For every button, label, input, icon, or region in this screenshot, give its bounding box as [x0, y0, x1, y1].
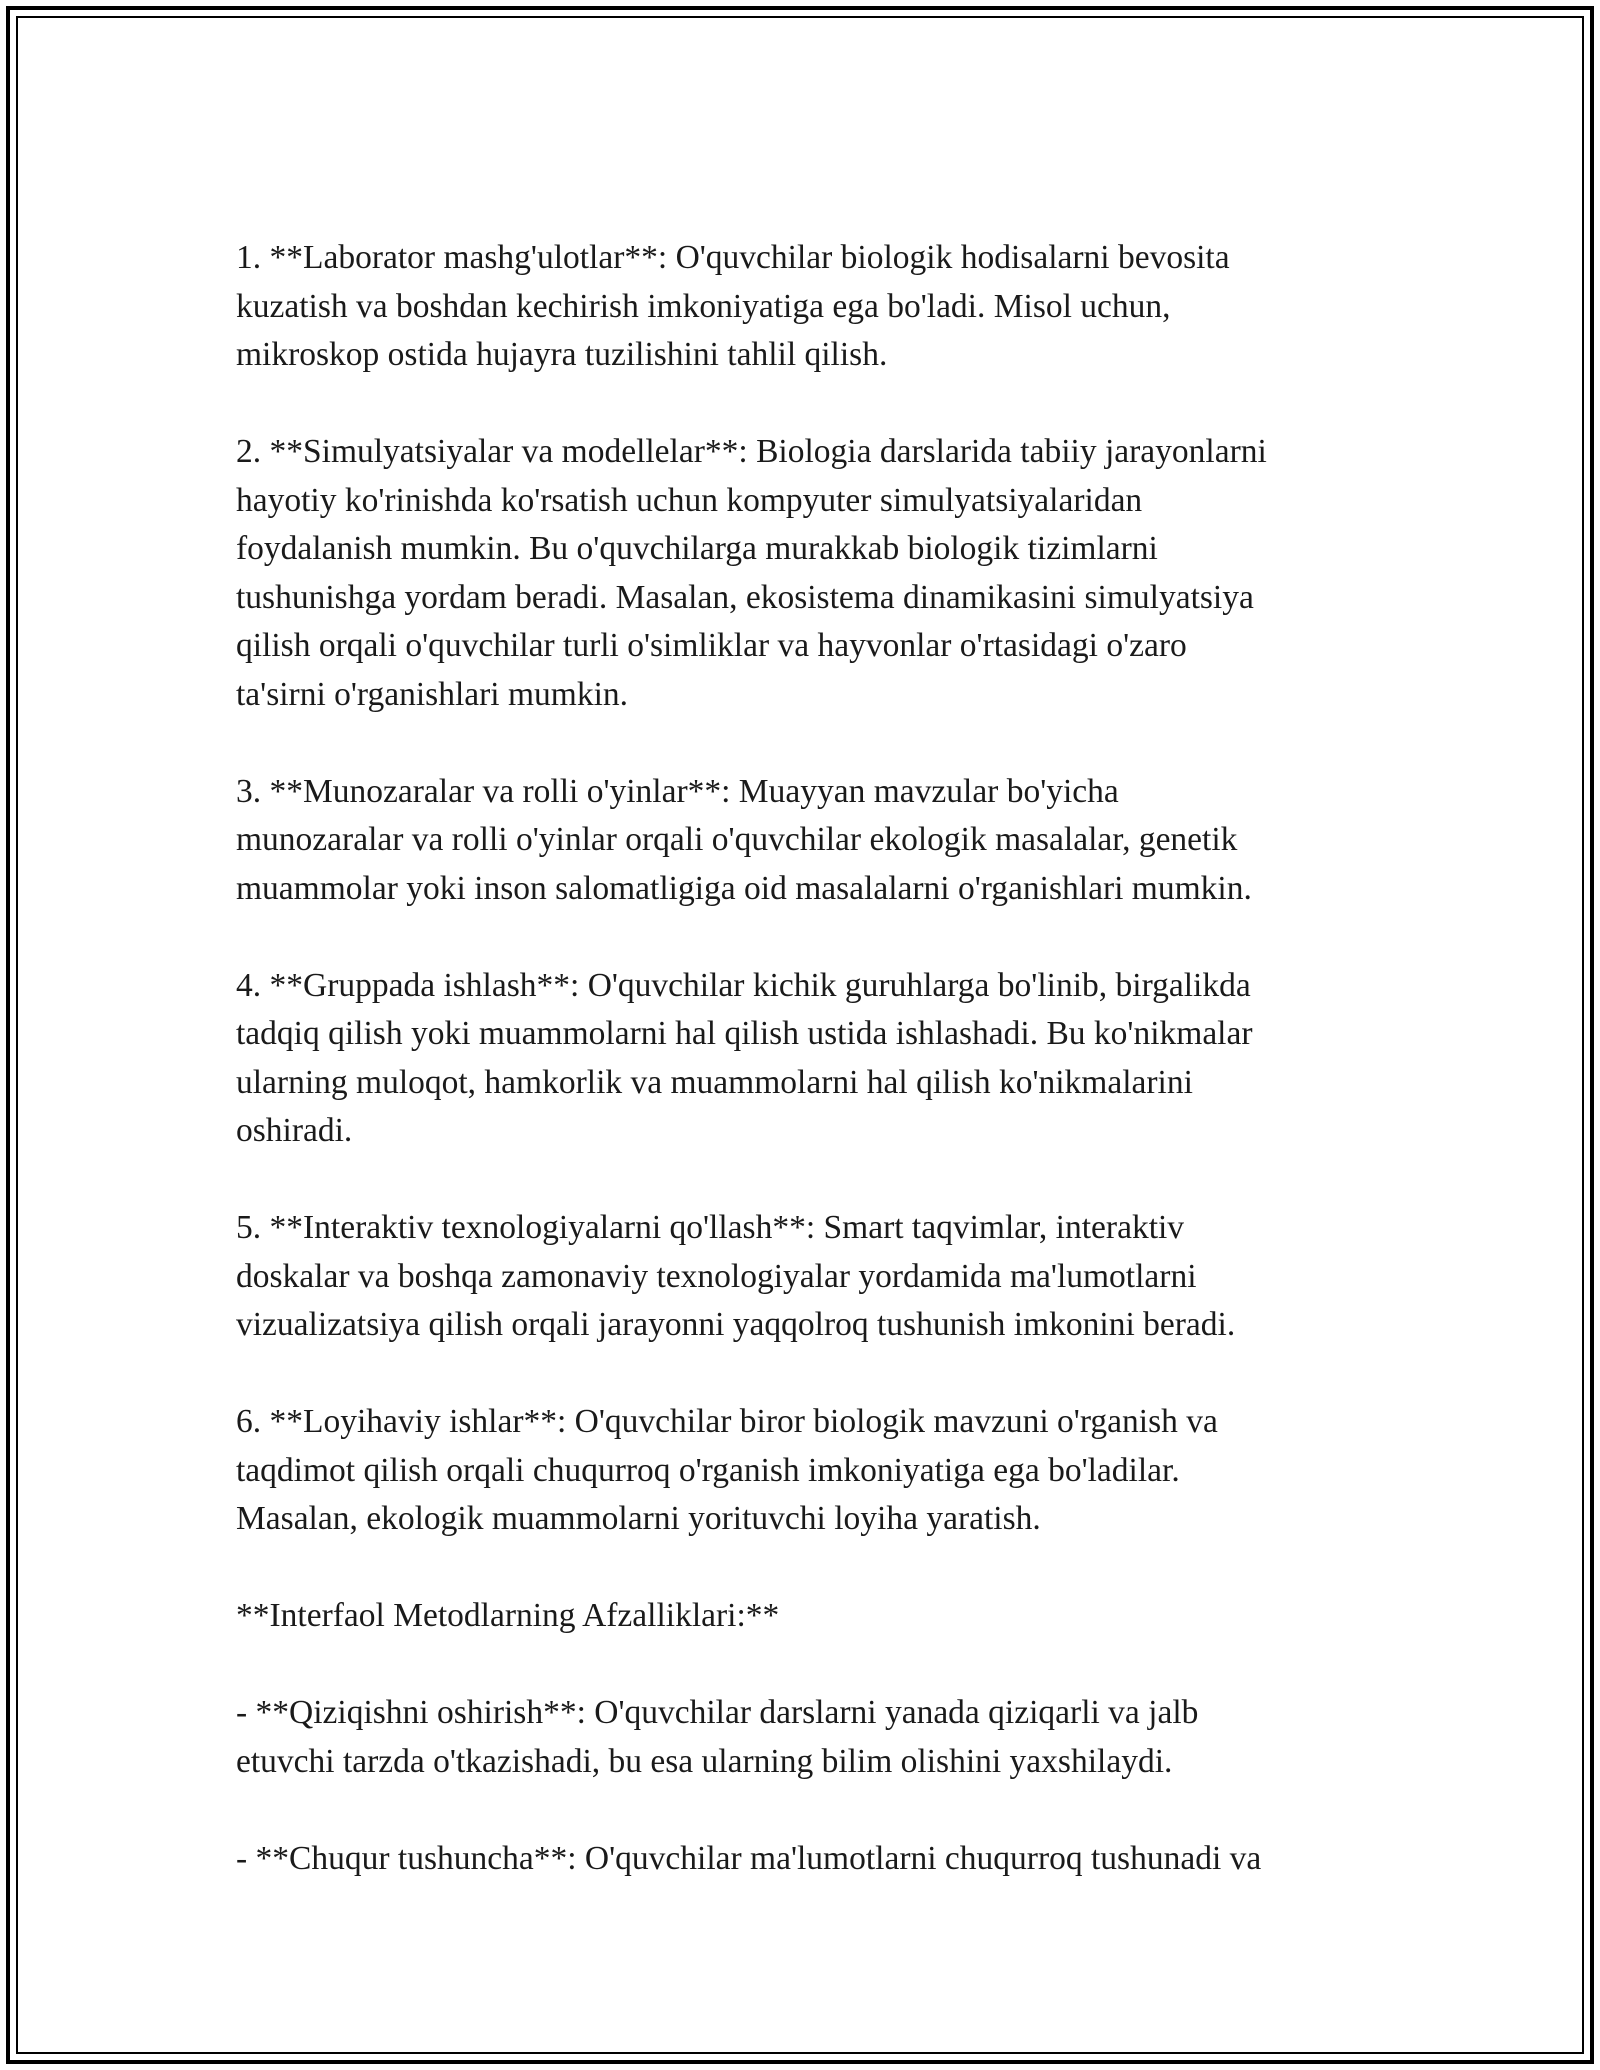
bullet-interest: - **Qiziqishni oshirish**: O'quvchilar darslarni yanada qiziqarli va jalb etuvchi tarzda o'tkazishadi, bu esa ularning bilim olishini yaxshilaydi.	[236, 1694, 1199, 1780]
paragraph-projects: 6. **Loyihaviy ishlar**: O'quvchilar biror biologik mavzuni o'rganish va taqdimot qilish orqali chuqurroq o'rganish imkoniyatiga ega bo'ladilar. Masalan, ekologik muammolarni yorituvchi loyiha yaratish.	[236, 1403, 1218, 1537]
section-heading-advantages: **Interfaol Metodlarning Afzalliklari:**	[236, 1597, 780, 1634]
paragraph-laboratory: 1. **Laborator mashg'ulotlar**: O'quvchilar biologik hodisalarni bevosita kuzatish va boshdan kechirish imkoniyatiga ega bo'ladi. Misol uchun, mikroskop ostida hujayra tuzilishini tahlil qilish.	[236, 239, 1230, 373]
paragraph-simulations: 2. **Simulyatsiyalar va modellelar**: Biologia darslarida tabiiy jarayonlarni hayotiy ko'rinishda ko'rsatish uchun kompyuter simulyatsiyalaridan foydalanish mumkin. Bu o'quvchilarga murakkab biologik tizimlarni tushunishga yordam beradi. Masalan, ekosistema dinamikasini simulyatsiya qilish orqali o'quvchilar turli o'simliklar va hayvonlar o'rtasidagi o'zaro ta'sirni o'rganishlari mumkin.	[236, 433, 1267, 713]
bullet-deep-understanding: - **Chuqur tushuncha**: O'quvchilar ma'lumotlarni chuqurroq tushunadi va	[236, 1839, 1262, 1877]
paragraph-interactive-tech: 5. **Interaktiv texnologiyalarni qo'llash**: Smart taqvimlar, interaktiv doskalar va boshqa zamonaviy texnologiyalar yordamida ma'lumotlarni vizualizatsiya qilish orqali jarayonni yaqqolroq tushunish imkonini beradi.	[236, 1209, 1236, 1343]
document-body	[236, 234, 1386, 1883]
paragraph-group-work: 4. **Gruppada ishlash**: O'quvchilar kichik guruhlarga bo'linib, birgalikda tadqiq qilish yoki muammolarni hal qilish ustida ishlashadi. Bu ko'nikmalar ularning muloqot, hamkorlik va muammolarni hal qilish ko'nikmalarini oshiradi.	[236, 966, 1253, 1149]
paragraph-discussions: 3. **Munozaralar va rolli o'yinlar**: Muayyan mavzular bo'yicha munozaralar va rolli o'yinlar orqali o'quvchilar ekologik masalalar, genetik muammolar yoki inson salomatligiga oid masalalarni o'rganishlari mumkin.	[236, 772, 1252, 907]
